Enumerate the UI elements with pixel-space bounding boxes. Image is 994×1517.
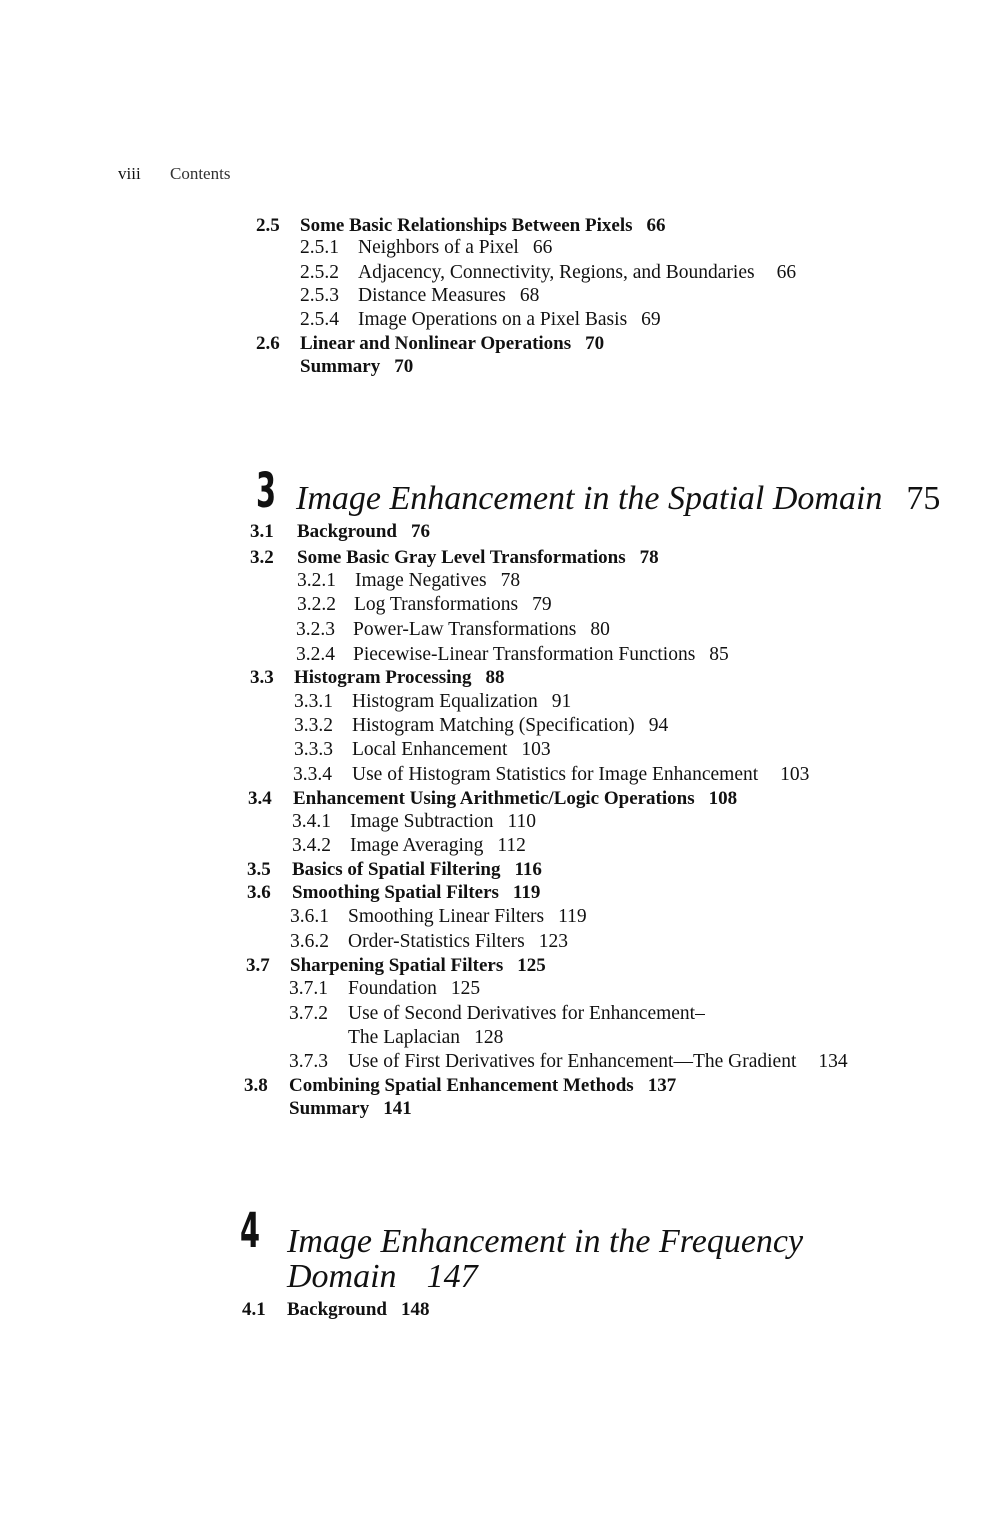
toc-subsection-continued[interactable] [348,1026,503,1050]
section-title: Image Operations on a Pixel Basis [358,309,628,330]
page-ref: 119 [558,906,587,927]
section-number: 3.1 [250,521,274,542]
toc-section[interactable] [250,666,505,690]
section-title: Distance Measures [358,285,506,306]
section-number: 3.2.1 [297,570,336,591]
toc-subsection[interactable] [300,236,552,260]
section-number: 3.2 [250,547,274,568]
toc-subsection[interactable] [290,905,587,929]
section-title-continued: The Laplacian [348,1027,461,1048]
page-ref: 78 [639,547,659,568]
section-title: Use of Second Derivatives for Enhancement– [348,1003,705,1024]
page-number: viii [118,164,141,183]
section-title: Linear and Nonlinear Operations [300,333,572,354]
toc-section[interactable] [242,1298,429,1322]
section-title: Background [287,1299,387,1320]
section-title: Basics of Spatial Filtering [292,859,501,880]
page-ref: 125 [450,978,481,999]
toc-subsection[interactable] [289,977,480,1001]
chapter-title-text: Image Enhancement in the Spatial Domain [296,480,883,517]
chapter-page: 75 [906,480,941,517]
page-ref: 76 [410,521,430,542]
section-title: Summary [300,356,381,377]
page-ref: 137 [647,1075,677,1096]
section-title: Image Averaging [350,835,484,856]
section-number: 3.3.1 [294,691,333,712]
toc-subsection[interactable] [290,930,568,954]
chapter-title[interactable] [296,480,941,517]
section-title: Histogram Processing [294,667,472,688]
page-ref: 69 [641,309,661,330]
page-ref: 119 [512,882,541,903]
toc-subsection[interactable] [296,618,610,642]
toc-subsection[interactable] [289,1050,848,1074]
section-number: 2.5.4 [300,309,339,330]
toc-subsection[interactable] [300,261,796,285]
toc-subsection[interactable] [300,284,539,308]
page-ref: 78 [500,570,521,591]
section-title: Background [297,521,397,542]
section-title: Image Negatives [355,570,487,591]
toc-subsection[interactable] [294,690,571,714]
toc-section[interactable] [250,546,659,570]
chapter-title-line2[interactable] [287,1258,478,1295]
toc-summary[interactable] [300,355,413,379]
section-number: 3.4.2 [292,835,331,856]
toc-subsection[interactable] [297,569,520,593]
section-number: 2.5 [256,215,280,236]
section-number: 3.6.2 [290,931,329,952]
page-ref: 80 [590,619,610,640]
section-title: Image Subtraction [350,811,494,832]
section-title: Enhancement Using Arithmetic/Logic Operations [293,788,695,809]
section-title: Smoothing Linear Filters [348,906,545,927]
section-title: Some Basic Gray Level Transformations [297,547,626,568]
section-number: 2.5.3 [300,285,339,306]
toc-subsection[interactable] [294,738,551,762]
section-number: 3.6.1 [290,906,329,927]
page-ref: 79 [532,594,552,615]
page-ref: 103 [521,739,551,760]
toc-subsection[interactable] [292,810,536,834]
toc-section[interactable] [256,332,604,356]
section-title: Local Enhancement [352,739,508,760]
section-number: 3.8 [244,1075,268,1096]
toc-subsection[interactable] [297,593,552,617]
section-number: 3.7.2 [289,1003,328,1024]
section-title: Log Transformations [354,594,519,615]
page-ref: 94 [648,715,669,736]
section-number: 3.3.2 [294,715,333,736]
section-title: Adjacency, Connectivity, Regions, and Boundaries [358,262,755,283]
section-title: Histogram Equalization [352,691,538,712]
toc-section[interactable] [250,520,430,544]
page-ref: 108 [708,788,738,809]
toc-subsection[interactable] [294,714,668,738]
page-ref: 85 [709,644,729,665]
page-ref: 116 [514,859,542,880]
section-number: 3.2.4 [296,644,335,665]
page-ref: 91 [551,691,572,712]
section-number: 3.3.3 [294,739,333,760]
page-ref: 128 [474,1027,504,1048]
section-title: Neighbors of a Pixel [358,237,519,258]
section-number: 2.6 [256,333,280,354]
page-ref: 112 [497,835,526,856]
section-number: 3.3.4 [293,764,332,785]
section-title: Sharpening Spatial Filters [290,955,504,976]
running-title: Contents [170,164,231,183]
section-number: 3.7 [246,955,270,976]
toc-summary[interactable] [289,1097,412,1121]
section-number: 3.4 [248,788,272,809]
toc-section[interactable] [256,214,666,238]
section-title: Use of Histogram Statistics for Image Enhancement [352,764,759,785]
section-title: Use of First Derivatives for Enhancement—The Gradient [348,1051,797,1072]
page-ref: 134 [818,1051,848,1072]
section-title: Order-Statistics Filters [348,931,525,952]
section-number: 3.2.3 [296,619,335,640]
section-title: Foundation [348,978,437,999]
chapter-number: 3 [256,463,277,519]
section-title: Histogram Matching (Specification) [352,715,635,736]
chapter-title-text: Domain [287,1258,397,1295]
section-number: 3.2.2 [297,594,336,615]
page-ref: 125 [517,955,546,976]
toc-subsection[interactable] [292,834,526,858]
toc-section[interactable] [246,954,546,978]
page-ref: 68 [519,285,540,306]
toc-section[interactable] [247,881,540,905]
toc-subsection[interactable] [289,1002,705,1026]
toc-section[interactable] [248,787,737,811]
section-number: 4.1 [242,1299,266,1320]
section-title: Power-Law Transformations [353,619,577,640]
chapter-number: 4 [240,1203,261,1259]
section-number: 3.7.1 [289,978,328,999]
section-title: Combining Spatial Enhancement Methods [289,1075,634,1096]
page-ref: 66 [532,237,553,258]
page-ref: 148 [400,1299,430,1320]
section-number: 3.6 [247,882,271,903]
section-number: 3.4.1 [292,811,331,832]
page-ref: 66 [776,262,797,283]
page-ref: 141 [383,1098,412,1119]
page-ref: 70 [394,356,414,377]
section-number: 3.5 [247,859,271,880]
page-ref: 110 [507,811,537,832]
page-ref: 88 [485,667,505,688]
page-ref: 66 [646,215,666,236]
toc-subsection[interactable] [296,643,729,667]
chapter-title[interactable] [287,1223,804,1260]
section-title: Piecewise-Linear Transformation Functions [353,644,696,665]
section-title: Smoothing Spatial Filters [292,882,499,903]
section-number: 2.5.2 [300,262,339,283]
section-title: Summary [289,1098,370,1119]
toc-subsection[interactable] [293,763,809,787]
chapter-page: 147 [426,1258,478,1295]
page-ref: 123 [538,931,568,952]
page-ref: 70 [585,333,605,354]
toc-subsection[interactable] [300,308,661,332]
chapter-title-text: Image Enhancement in the Frequency [287,1223,804,1260]
section-number: 3.3 [250,667,274,688]
section-number: 3.7.3 [289,1051,328,1072]
toc-section[interactable] [244,1074,676,1098]
toc-section[interactable] [247,858,542,882]
section-title: Some Basic Relationships Between Pixels [300,215,633,236]
page-ref: 103 [780,764,810,785]
section-number: 2.5.1 [300,237,339,258]
